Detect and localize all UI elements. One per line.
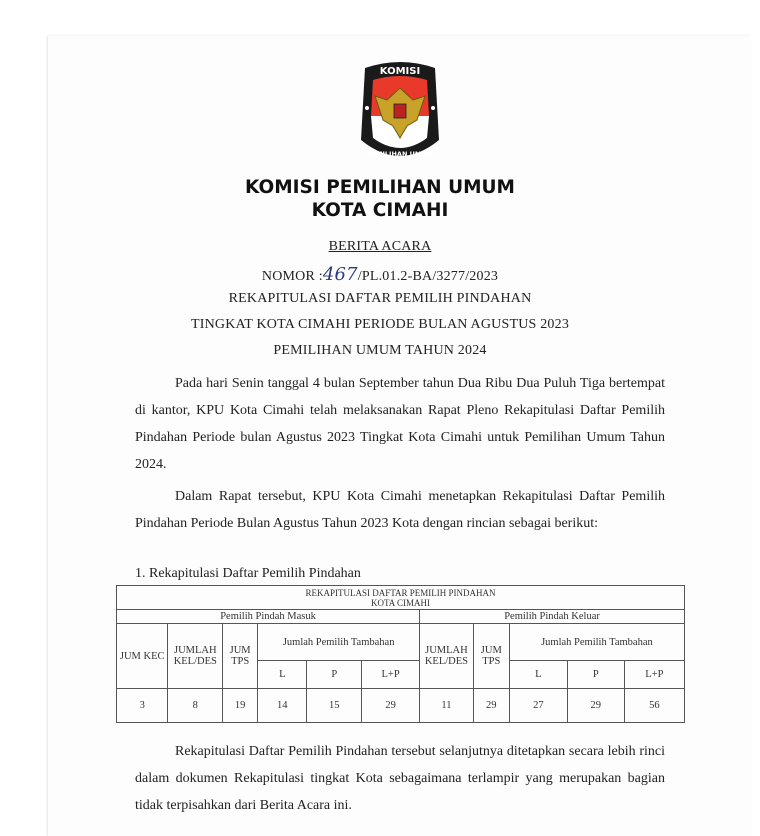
header-jum-kec: JUM KEC xyxy=(117,624,168,689)
header-tambahan-keluar: Jumlah Pemilih Tambahan xyxy=(509,624,684,661)
title-line-1: REKAPITULASI DAFTAR PEMILIH PINDAHAN xyxy=(228,291,532,306)
header-p-keluar: P xyxy=(567,661,624,689)
paragraph-1: Pada hari Senin tanggal 4 bulan September tahun Dua Ribu Dua Puluh Tiga bertempat di kantor, KPU Kota Cimahi telah melaksanakan Rapat Pleno Rekapitulasi Daftar Pemilih Pindahan Periode bulan Agustus 2023 Tingkat Kota Cimahi untuk Pemilihan Umum Tahun 2024. xyxy=(135,376,665,472)
header-jumlah-keldes-keluar: JUMLAH KEL/DES xyxy=(420,624,474,689)
title-line-2: TINGKAT KOTA CIMAHI PERIODE BULAN AGUSTUS 2023 xyxy=(190,317,570,332)
paragraph-2: Dalam Rapat tersebut, KPU Kota Cimahi menetapkan Rekapitulasi Daftar Pemilih Pindahan Periode Bulan Agustus Tahun 2023 Kota dengan rincian sebagai berikut: xyxy=(135,489,665,531)
cell: 11 xyxy=(420,689,474,723)
institution-name: KOMISI PEMILIHAN UMUM xyxy=(245,177,515,198)
list-item-1: 1. Rekapitulasi Daftar Pemilih Pindahan xyxy=(135,566,361,581)
cell: 27 xyxy=(509,689,567,723)
header-jumlah-keldes: JUMLAH KEL/DES xyxy=(168,624,223,689)
handwritten-number: 467 xyxy=(322,264,358,285)
header-tambahan-masuk: Jumlah Pemilih Tambahan xyxy=(258,624,420,661)
table-row xyxy=(117,689,685,723)
cell: 8 xyxy=(168,689,223,723)
header-l-keluar: L xyxy=(509,661,567,689)
header-p: P xyxy=(307,661,362,689)
header-lp: L+P xyxy=(362,661,420,689)
institution-city: KOTA CIMAHI xyxy=(311,200,449,221)
header-jum-tps: JUM TPS xyxy=(223,624,258,689)
cell: 15 xyxy=(307,689,362,723)
document-number xyxy=(0,264,760,285)
cell: 14 xyxy=(258,689,307,723)
nomor-label: NOMOR : xyxy=(261,269,323,284)
nomor-rest: /PL.01.2-BA/3277/2023 xyxy=(357,269,499,284)
group-pindah-keluar: Pemilih Pindah Keluar xyxy=(420,610,685,624)
cell: 56 xyxy=(624,689,684,723)
paragraph-3: Rekapitulasi Daftar Pemilih Pindahan tersebut selanjutnya ditetapkan secara lebih rinci dalam dokumen Rekapitulasi tingkat Kota sebagaimana terlampir yang merupakan bagian tidak terpisahkan dari Berita Acara ini. xyxy=(135,744,665,813)
cell: 3 xyxy=(117,689,168,723)
kpu-logo xyxy=(357,60,443,168)
svg-text:KOMISI: KOMISI xyxy=(379,66,421,77)
header-lp-keluar: L+P xyxy=(624,661,684,689)
cell: 29 xyxy=(473,689,509,723)
table-title: REKAPITULASI DAFTAR PEMILIH PINDAHAN KOTA CIMAHI xyxy=(117,586,685,610)
svg-text:PEMILIHAN UMUM: PEMILIHAN UMUM xyxy=(366,150,434,158)
cell: 19 xyxy=(223,689,258,723)
header-jum-tps-keluar: JUM TPS xyxy=(473,624,509,689)
cell: 29 xyxy=(362,689,420,723)
cell: 29 xyxy=(567,689,624,723)
title-line-3: PEMILIHAN UMUM TAHUN 2024 xyxy=(273,343,487,358)
header-l: L xyxy=(258,661,307,689)
group-pindah-masuk: Pemilih Pindah Masuk xyxy=(117,610,420,624)
document-type: BERITA ACARA xyxy=(328,239,432,254)
recap-table xyxy=(116,585,685,723)
